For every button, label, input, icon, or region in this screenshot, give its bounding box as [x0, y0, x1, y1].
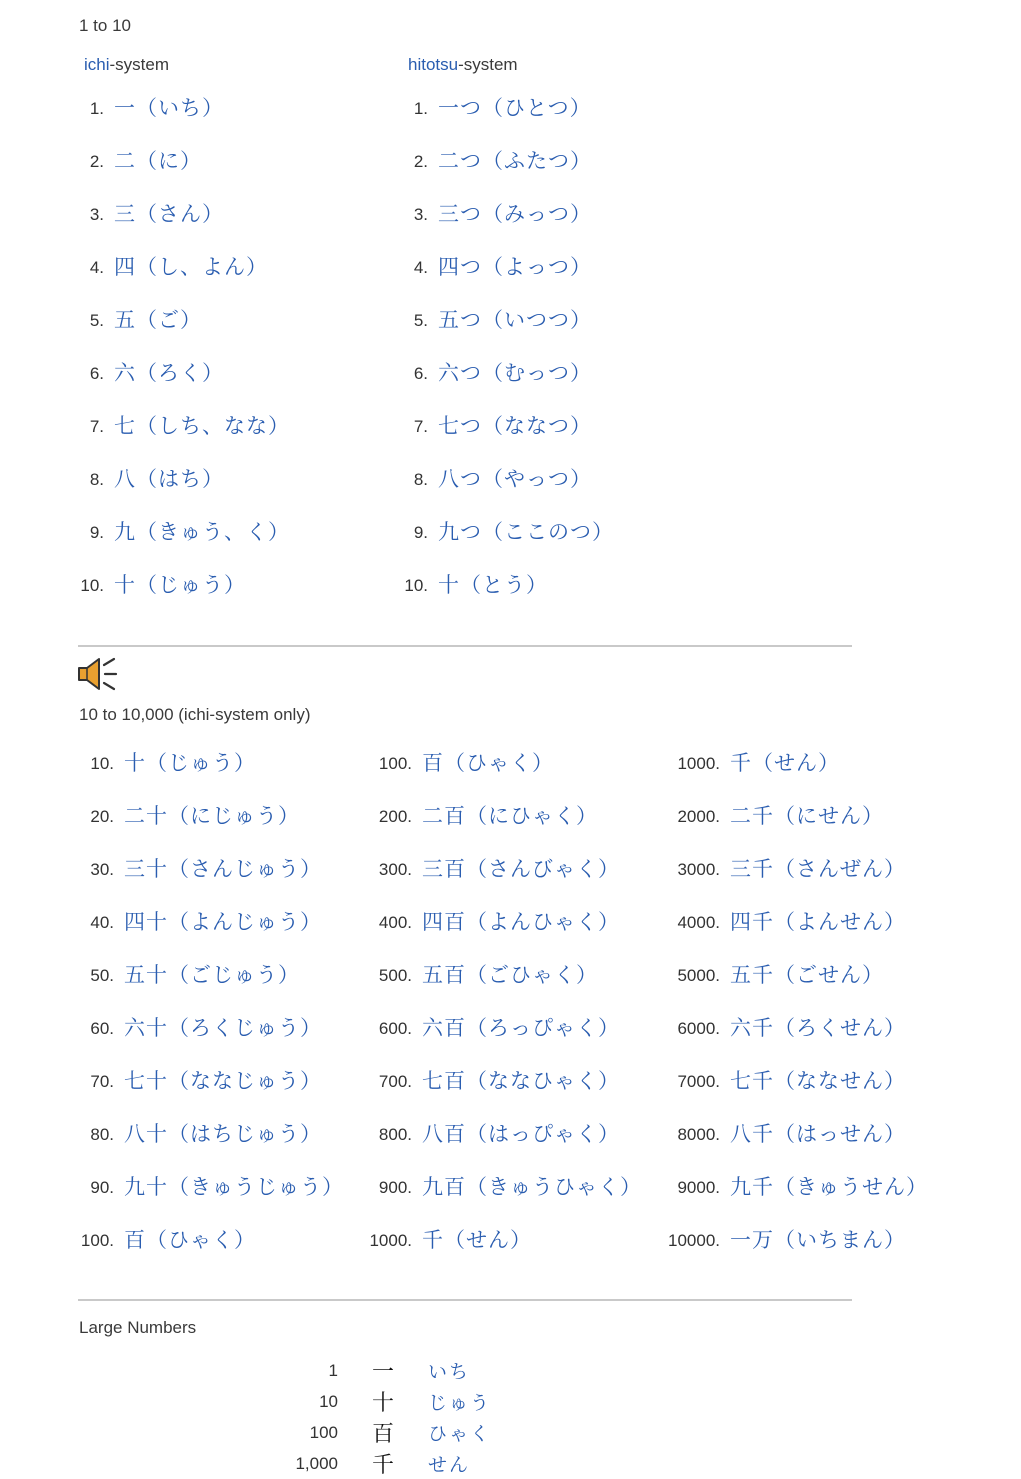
list-item-number: 9000. — [677, 1178, 720, 1197]
list-item-number: 9. — [413, 523, 428, 542]
list-item-number: 800. — [378, 1125, 412, 1144]
list-item — [80, 1108, 344, 1161]
list-item-number: 600. — [378, 1019, 412, 1038]
list-item-number: 100. — [378, 754, 412, 773]
list-item-link[interactable]: 六十（ろくじゅう） — [124, 1016, 322, 1040]
table-row — [250, 1386, 491, 1417]
list-item-link[interactable]: 五十（ごじゅう） — [124, 963, 300, 987]
list-item-number: 4. — [89, 258, 104, 277]
list-item-link[interactable]: 八千（はっせん） — [730, 1122, 906, 1146]
list-item — [80, 453, 290, 506]
list-item — [666, 896, 928, 949]
large-number-value: 1 — [328, 1360, 338, 1380]
list-item-link[interactable]: 三つ（みっつ） — [438, 202, 592, 226]
list-item — [368, 1214, 642, 1267]
list-item-link[interactable]: 百（ひゃく） — [124, 1228, 256, 1252]
list-item-number: 3000. — [677, 860, 720, 879]
large-numbers-table — [250, 1355, 491, 1479]
list-item-number: 400. — [378, 913, 412, 932]
table-row — [250, 1448, 491, 1479]
list-item-link[interactable]: 六百（ろっぴゃく） — [422, 1016, 620, 1040]
list-item-number: 100. — [80, 1231, 114, 1250]
list-item-number: 1000. — [677, 754, 720, 773]
list-item-number: 2000. — [677, 807, 720, 826]
large-number-kana: じゅう — [428, 1392, 492, 1414]
list-item-number: 2. — [89, 152, 104, 171]
list-item-number: 8000. — [677, 1125, 720, 1144]
list-item — [368, 949, 642, 1002]
list-item-link[interactable]: 八十（はちじゅう） — [124, 1122, 322, 1146]
list-item-link[interactable]: 六千（ろくせん） — [730, 1016, 906, 1040]
section-divider-1 — [78, 645, 852, 647]
list-item — [80, 135, 290, 188]
list-item-number: 5000. — [677, 966, 720, 985]
list-item-number: 30. — [90, 860, 114, 879]
list-item-number: 70. — [90, 1072, 114, 1091]
list-item-link[interactable]: 三百（さんびゃく） — [422, 857, 620, 881]
list-item-link[interactable]: 六（ろく） — [114, 361, 224, 385]
list-item — [666, 1002, 928, 1055]
list-item-link[interactable]: 九百（きゅうひゃく） — [422, 1175, 642, 1199]
list-item-link[interactable]: 三十（さんじゅう） — [124, 857, 322, 881]
list-item-link[interactable]: 十（じゅう） — [114, 573, 246, 597]
large-number-value: 100 — [309, 1422, 338, 1442]
list-item-number: 40. — [90, 913, 114, 932]
list-item-number: 10000. — [668, 1231, 720, 1250]
list-item-number: 6000. — [677, 1019, 720, 1038]
list-item-number: 5. — [413, 311, 428, 330]
list-item — [368, 1002, 642, 1055]
list-item-link[interactable]: 五千（ごせん） — [730, 963, 884, 987]
list-item-link[interactable]: 四百（よんひゃく） — [422, 910, 620, 934]
large-number-kanji: 百 — [371, 1422, 394, 1447]
list-item — [666, 1055, 928, 1108]
list-item — [80, 347, 290, 400]
list-item — [404, 135, 614, 188]
list-item — [666, 949, 928, 1002]
list-item-number: 1. — [89, 99, 104, 118]
list-item-link[interactable]: 千（せん） — [730, 751, 840, 775]
section-title-1-to-10: 1 to 10 — [79, 16, 131, 35]
list-item-number: 50. — [90, 966, 114, 985]
list-item-link[interactable]: 二百（にひゃく） — [422, 804, 598, 828]
list-item-number: 90. — [90, 1178, 114, 1197]
list-item-link[interactable]: 二千（にせん） — [730, 804, 884, 828]
list-item-link[interactable]: 四千（よんせん） — [730, 910, 906, 934]
list-item-link[interactable]: 一つ（ひとつ） — [438, 96, 592, 120]
large-number-kanji: 一 — [371, 1360, 394, 1385]
list-item-link[interactable]: 七千（ななせん） — [730, 1069, 906, 1093]
list-item-number: 200. — [378, 807, 412, 826]
hitotsu-link[interactable]: hitotsu — [408, 55, 459, 74]
list-item-number: 300. — [378, 860, 412, 879]
large-number-kanji: 十 — [371, 1391, 394, 1416]
list-item-link[interactable]: 七（しち、なな） — [114, 414, 290, 438]
hitotsu-system-heading — [408, 55, 518, 75]
list-item-link[interactable]: 百（ひゃく） — [422, 751, 554, 775]
list-item-number: 6. — [413, 364, 428, 383]
ichi-heading-suffix: -system — [109, 55, 170, 74]
list-item — [80, 188, 290, 241]
list-item-number: 3. — [89, 205, 104, 224]
list-item — [80, 241, 290, 294]
list-item-link[interactable]: 七十（ななじゅう） — [124, 1069, 322, 1093]
list-item-link[interactable]: 一（いち） — [114, 96, 224, 120]
list-item — [80, 294, 290, 347]
list-item — [80, 790, 344, 843]
list-item-number: 80. — [90, 1125, 114, 1144]
table-row — [250, 1417, 491, 1448]
list-item-number: 7. — [89, 417, 104, 436]
list-item-link[interactable]: 二つ（ふたつ） — [438, 149, 592, 173]
list-item — [80, 896, 344, 949]
list-item-number: 8. — [89, 470, 104, 489]
list-item-number: 7000. — [677, 1072, 720, 1091]
table-row — [250, 1355, 491, 1386]
list-item — [404, 294, 614, 347]
list-item-link[interactable]: 十（じゅう） — [124, 751, 256, 775]
list-item-link[interactable]: 八（はち） — [114, 467, 224, 491]
large-number-kanji: 千 — [371, 1453, 394, 1478]
list-item-number: 1000. — [369, 1231, 412, 1250]
list-item — [368, 737, 642, 790]
list-item-number: 9. — [89, 523, 104, 542]
list-item — [404, 559, 614, 612]
list-item-number: 5. — [89, 311, 104, 330]
list-item-link[interactable]: 九つ（ここのつ） — [438, 520, 614, 544]
list-item — [80, 737, 344, 790]
list-item — [80, 1161, 344, 1214]
list-item-link[interactable]: 九千（きゅうせん） — [730, 1175, 928, 1199]
list-item-number: 8. — [413, 470, 428, 489]
large-number-kana: いち — [428, 1361, 471, 1383]
list-item-link[interactable]: 二十（にじゅう） — [124, 804, 300, 828]
list-item — [666, 1161, 928, 1214]
list-item — [80, 400, 290, 453]
list-item — [80, 506, 290, 559]
list-item-link[interactable]: 五つ（いつつ） — [438, 308, 592, 332]
list-item-number: 6. — [89, 364, 104, 383]
list-item — [666, 737, 928, 790]
thousands-number-list — [666, 737, 928, 1267]
list-item — [666, 1214, 928, 1267]
list-item-link[interactable]: 八つ（やっつ） — [438, 467, 592, 491]
list-item-number: 4. — [413, 258, 428, 277]
list-item-number: 4000. — [677, 913, 720, 932]
list-item-link[interactable]: 十（とう） — [438, 573, 548, 597]
list-item — [80, 843, 344, 896]
list-item-link[interactable]: 九（きゅう、く） — [114, 520, 290, 544]
list-item — [404, 82, 614, 135]
list-item — [368, 1108, 642, 1161]
speaker-icon[interactable] — [77, 656, 119, 692]
list-item-link[interactable]: 五（ご） — [114, 308, 202, 332]
large-number-kana: ひゃく — [428, 1423, 492, 1445]
ichi-link[interactable]: ichi — [84, 55, 110, 74]
large-number-kana: せん — [428, 1454, 471, 1476]
list-item-number: 500. — [378, 966, 412, 985]
list-item-link[interactable]: 七つ（ななつ） — [438, 414, 592, 438]
list-item — [368, 1161, 642, 1214]
list-item-link[interactable]: 九十（きゅうじゅう） — [124, 1175, 344, 1199]
list-item-number: 10. — [80, 576, 104, 595]
list-item-number: 7. — [413, 417, 428, 436]
section-divider-2 — [78, 1299, 852, 1301]
list-item-number: 2. — [413, 152, 428, 171]
list-item — [404, 188, 614, 241]
list-item-link[interactable]: 六つ（むっつ） — [438, 361, 592, 385]
list-item — [404, 453, 614, 506]
list-item — [404, 400, 614, 453]
list-item-link[interactable]: 千（せん） — [422, 1228, 532, 1252]
list-item-number: 60. — [90, 1019, 114, 1038]
large-number-value: 10 — [319, 1391, 338, 1411]
section-title-10-to-10000: 10 to 10,000 (ichi-system only) — [79, 705, 311, 724]
list-item — [368, 790, 642, 843]
list-item-link[interactable]: 一万（いちまん） — [730, 1228, 906, 1252]
list-item — [666, 843, 928, 896]
hitotsu-heading-suffix: -system — [458, 55, 518, 74]
list-item-link[interactable]: 七百（ななひゃく） — [422, 1069, 620, 1093]
section-title-large-numbers: Large Numbers — [79, 1318, 197, 1337]
list-item — [404, 347, 614, 400]
list-item — [80, 82, 290, 135]
list-item — [80, 559, 290, 612]
list-item-number: 1. — [413, 99, 428, 118]
list-item-link[interactable]: 三千（さんぜん） — [730, 857, 906, 881]
list-item-link[interactable]: 五百（ごひゃく） — [422, 963, 598, 987]
list-item — [80, 1055, 344, 1108]
large-number-value: 1,000 — [295, 1453, 338, 1473]
list-item — [80, 1214, 344, 1267]
list-item-number: 20. — [90, 807, 114, 826]
list-item-number: 900. — [378, 1178, 412, 1197]
list-item — [368, 896, 642, 949]
ichi-number-list — [80, 82, 290, 612]
list-item-number: 3. — [413, 205, 428, 224]
list-item-number: 10. — [404, 576, 428, 595]
list-item — [80, 1002, 344, 1055]
hundreds-number-list — [368, 737, 642, 1267]
list-item-link[interactable]: 八百（はっぴゃく） — [422, 1122, 620, 1146]
tens-number-list — [80, 737, 344, 1267]
list-item-link[interactable]: 三（さん） — [114, 202, 224, 226]
list-item — [404, 241, 614, 294]
list-item-link[interactable]: 二（に） — [114, 149, 202, 173]
list-item — [368, 843, 642, 896]
list-item — [80, 949, 344, 1002]
hitotsu-number-list — [404, 82, 614, 612]
list-item — [666, 1108, 928, 1161]
list-item-number: 700. — [378, 1072, 412, 1091]
list-item — [404, 506, 614, 559]
list-item-number: 10. — [90, 754, 114, 773]
list-item — [666, 790, 928, 843]
ichi-system-heading — [84, 55, 169, 75]
list-item-link[interactable]: 四つ（よっつ） — [438, 255, 592, 279]
list-item — [368, 1055, 642, 1108]
list-item-link[interactable]: 四十（よんじゅう） — [124, 910, 322, 934]
list-item-link[interactable]: 四（し、よん） — [114, 255, 268, 279]
